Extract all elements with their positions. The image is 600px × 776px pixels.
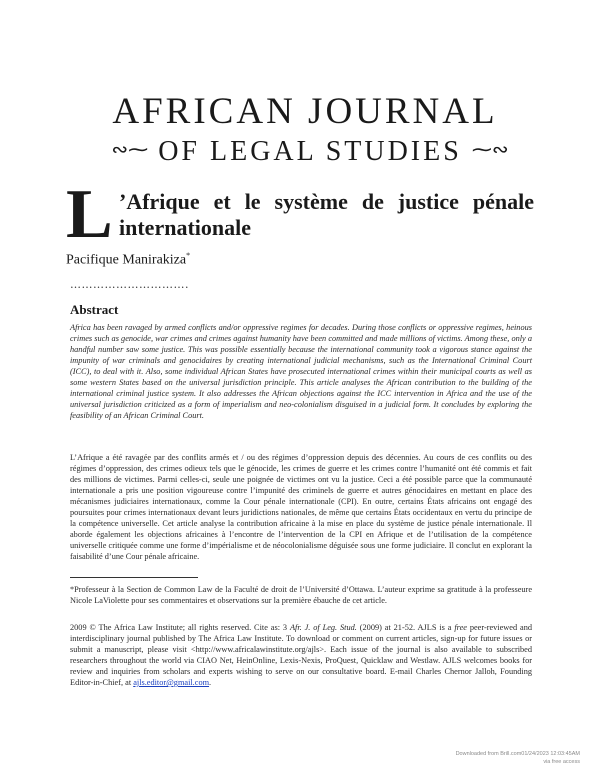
download-notice-line2: via free access <box>543 759 580 765</box>
author-name <box>66 251 190 269</box>
author-footnote-marker[interactable]: * <box>186 251 191 260</box>
copyright-text-b: (2009) at 21-52. AJLS is a <box>356 623 455 632</box>
download-notice <box>320 750 580 766</box>
download-notice-line1: Downloaded from Brill.com01/24/2023 12:03:45AM <box>455 751 580 757</box>
ornament-right-icon: ⁓∾ <box>471 139 509 161</box>
author-name-text: Pacifique Manirakiza <box>66 252 187 268</box>
copyright-text-end: . <box>209 678 212 687</box>
copyright-text-c: peer-reviewed and interdisciplinary journal published by The Africa Law Institute. To download or comment on current articles, sign-up for future issues or submit a manuscript, please visit <http://www.africalawinstitute.org/ajls>. Each issue of the journal is also available to subscribed researchers throughout the world via CIAO Net, HeinOnline, Lexis-Nexis, ProQuest, Quicklaw and Westlaw. AJLS welcomes books for review and inquiries from scholars and experts wishing to serve on our consultative board. E-mail Charles Chernor Jalloh, Founding Editor-in-Chief, at <box>70 623 532 687</box>
abstract-heading: Abstract <box>70 302 119 317</box>
editor-email-link[interactable]: ajls.editor@gmail.com <box>133 678 210 687</box>
citation-journal: Afr. J. of Leg. Stud. <box>289 623 357 632</box>
ornament-left-icon: ∾⁓ <box>111 139 149 161</box>
free-label: free <box>454 623 467 632</box>
journal-subtitle <box>80 135 540 167</box>
drop-cap: L <box>66 176 113 253</box>
copyright-notice <box>70 622 532 688</box>
abstract-english: Africa has been ravaged by armed conflicts and/or oppressive regimes for decades. During those conflicts or oppressive regimes, heinous crimes such as genocide, war crimes and crimes against humanity have been committed and made millions of victims. Among these, only a handful number saw some justice. This was possible essentially because the international community took a vigorous stance against the impunity of war criminals and genocidaires by creating international judicial mechanisms, such as the International Criminal Court (ICC), to deal with it. Also, some individual African States have prosecuted international crimes within their municipal courts as well as some western States based on the universal jurisdiction principle. This article analyses the African contribution to the building of the international criminal justice system. It also addresses the African objections against the ICC intervention in Africa and the use of the universal jurisdiction criticized as a form of imperialism and neo-colonialism disguised in a judicial form. It concludes by exploring the feasibility of an African Criminal Court. <box>70 323 532 420</box>
separator-dots: …………………………. <box>70 278 189 291</box>
abstract-french: L’Afrique a été ravagée par des conflits armés et / ou des régimes d’oppression depuis des décennies. Au cours de ces conflits ou des régimes d’oppression, des crimes odieux tels que le génocide, les crimes de guerre et les crimes contre l’humanité ont été commis et fait des millions de victimes. Parmi celles-ci, seule une poignée de victimes ont vu la justice. Ceci a été possible parce que la communauté internationale a pris une position vigoureuse contre l’impunité des criminels de guerre et autres génocidaires en mettant en place des mécanismes judiciaires internationaux, comme la Cour pénale internationale (CPI). En outre, certains États africains ont engagé des poursuites pour crimes internationaux devant leurs juridictions nationales, de même que certains États occidentaux en vertu du principe de la compétence universelle. Cet article analyse la contribution africaine à la mise en place du système de justice pénale internationale. Il aborde également les objections africaines à l’encontre de l’intervention de la CPI en Afrique et de l’utilisation de la compétence universelle critiquée comme une forme d’impérialisme et de néocolonialisme déguisée sous une forme judiciaire. Il conclut en explorant la faisabilité d’une Cour pénale africaine. <box>70 453 532 561</box>
copyright-text-a: 2009 © The Africa Law Institute; all rights reserved. Cite as: 3 <box>70 623 290 632</box>
footnote-divider <box>70 577 198 578</box>
journal-subtitle-text: OF LEGAL STUDIES <box>158 136 462 167</box>
journal-title: AFRICAN JOURNAL <box>112 91 498 132</box>
author-footnote: *Professeur à la Section de Common Law de la Faculté de droit de l’Université d’Ottawa. L’auteur exprime sa gratitude à la professeure Nicole LaViolette pour ses commentaires et observations sur la première ébauche de cet article. <box>70 585 532 605</box>
article-title: ’Afrique et le système de justice pénale internationale <box>119 189 534 240</box>
